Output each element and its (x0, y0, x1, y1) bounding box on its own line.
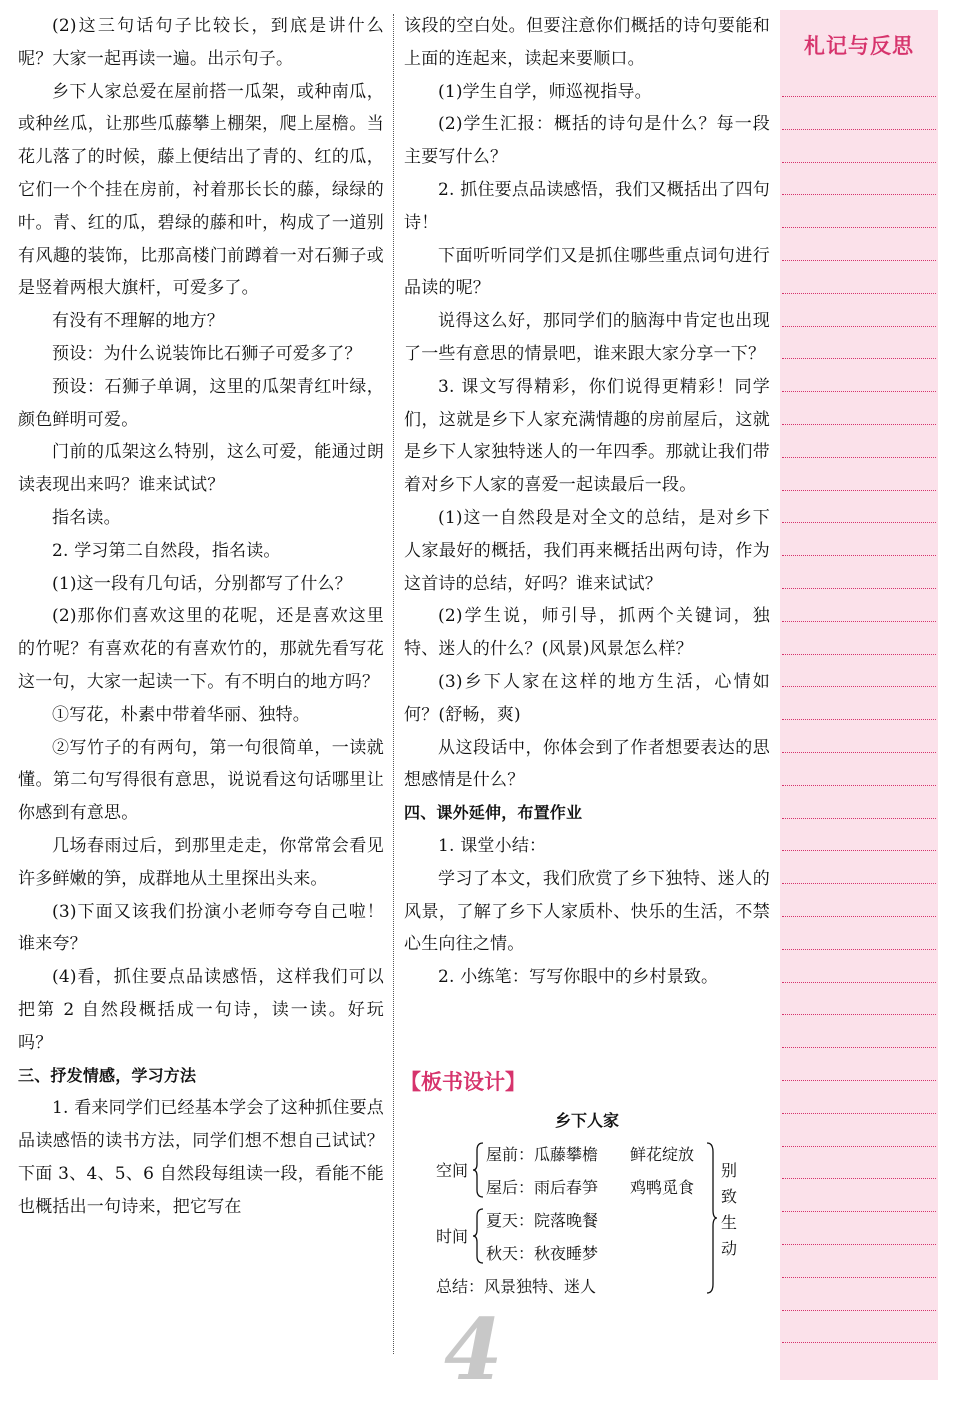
note-line (782, 1014, 936, 1015)
board-title: 乡下人家 (554, 1111, 619, 1130)
paragraph: 2. 学习第二自然段，指名读。 (52, 540, 281, 561)
note-line (782, 883, 936, 884)
note-line (782, 490, 936, 491)
note-line (782, 391, 936, 392)
note-line (782, 358, 936, 359)
column-divider (393, 14, 394, 1354)
note-line (782, 850, 936, 851)
note-line (782, 1342, 936, 1343)
time-label: 时间 (436, 1227, 469, 1246)
note-line (782, 916, 936, 917)
board-design-heading: 【板书设计】 (400, 1070, 526, 1094)
note-line (782, 1244, 936, 1245)
paragraph: 从这段话中，你体会到了作者想要表达的思想感情是什么？ (404, 737, 770, 791)
paragraph: ①写花，朴素中带着华丽、独特。 (52, 704, 310, 725)
paragraph: 1. 课堂小结： (438, 835, 547, 856)
notes-sidebar (780, 10, 938, 1380)
note-line (782, 982, 936, 983)
paragraph: 指名读。 (52, 507, 121, 528)
note-line (782, 194, 936, 195)
paragraph: 乡下人家总爱在屋前搭一瓜架，或种南瓜，或种丝瓜，让那些瓜藤攀上棚架，爬上屋檐。当花儿落了的时候，藤上便结出了青的、红的瓜，它们一个个挂在房前，衬着那长长的藤，绿绿的叶。青、红的瓜，碧绿的藤和叶，构成了一道别有风趣的装饰，比那高楼门前蹲着一对石狮子或是竖着两根大旗杆，可爱多了。 (18, 81, 384, 299)
time-summer: 夏天：院落晚餐 (486, 1211, 599, 1230)
paragraph: 1. 看来同学们已经基本学会了这种抓住要点品读感悟的读书方法，同学们想不想自己试试？下面 3、4、5、6 自然段每组读一段，看能不能也概括出一句诗来，把它写在 (18, 1098, 384, 1217)
paragraph: (1)这一自然段是对全文的总结，是对乡下人家最好的概括，我们再来概括出两句诗，作为这首诗的总结，好吗？谁来试试？ (404, 507, 770, 594)
note-line (782, 719, 936, 720)
middle-text-column (404, 10, 770, 994)
paragraph: (1)学生自学，师巡视指导。 (438, 81, 652, 102)
note-line (782, 424, 936, 425)
note-line (782, 1211, 936, 1212)
note-line (782, 1047, 936, 1048)
note-line (782, 654, 936, 655)
note-line (782, 1178, 936, 1179)
paragraph: (3)下面又该我们扮演小老师夸夸自己啦！谁来夸？ (18, 901, 384, 955)
note-line (782, 555, 936, 556)
note-line (782, 1277, 936, 1278)
time-autumn: 秋天：秋夜睡梦 (486, 1244, 599, 1263)
paragraph: (4)看，抓住要点品读感悟，这样我们可以把第 2 自然段概括成一句诗，读一读。好玩吗？ (18, 967, 384, 1053)
space-front-extra: 鲜花绽放 (630, 1145, 695, 1164)
space-back-extra: 鸡鸭觅食 (630, 1178, 695, 1197)
paragraph: 预设：为什么说装饰比石狮子可爱多了？ (52, 343, 362, 364)
note-line (782, 293, 936, 294)
note-line (782, 686, 936, 687)
side-char: 致 (720, 1187, 737, 1206)
side-char: 别 (720, 1161, 737, 1180)
paragraph: 2. 抓住要点品读感悟，我们又概括出了四句诗！ (404, 179, 770, 233)
page-number: 4 (444, 1300, 503, 1399)
paragraph: 预设：石狮子单调，这里的瓜架青红叶绿，颜色鲜明可爱。 (18, 376, 384, 430)
space-front: 屋前：瓜藤攀檐 (486, 1145, 599, 1164)
paragraph: 几场春雨过后，到那里走走，你常常会看见许多鲜嫩的笋，成群地从土里探出头来。 (18, 835, 384, 889)
board-side-text (719, 1158, 739, 1262)
paragraph: (2)这三句话句子比较长，到底是讲什么呢？大家一起再读一遍。出示句子。 (18, 16, 384, 69)
note-line (782, 785, 936, 786)
note-line (782, 588, 936, 589)
note-line (782, 1080, 936, 1081)
paragraph: 门前的瓜架这么特别，这么可爱，能通过朗读表现出来吗？谁来试试？ (18, 442, 384, 496)
time-brace (472, 1208, 484, 1264)
note-line (782, 96, 936, 97)
note-line (782, 326, 936, 327)
paragraph: ②写竹子的有两句，第一句很简单，一读就懂。第二句写得很有意思，说说看这句话哪里让你感到有意思。 (18, 737, 384, 824)
note-line (782, 457, 936, 458)
note-line (782, 1310, 936, 1311)
note-line (782, 522, 936, 523)
note-line (782, 818, 936, 819)
paragraph: 3. 课文写得精彩，你们说得更精彩！同学们，这就是乡下人家充满情趣的房前屋后，这就是乡下人家独特迷人的一年四季。那就让我们带着对乡下人家的喜爱一起读最后一段。 (404, 376, 770, 496)
note-line (782, 1113, 936, 1114)
section-heading: 四、课外延伸，布置作业 (404, 803, 583, 823)
paragraph: (2)学生汇报：概括的诗句是什么？每一段主要写什么？ (404, 114, 770, 168)
paragraph: 该段的空白处。但要注意你们概括的诗句要能和上面的连起来，读起来要顺口。 (404, 16, 770, 69)
space-back: 屋后：雨后春笋 (486, 1178, 599, 1197)
side-char: 动 (720, 1239, 737, 1258)
left-text-column (18, 10, 384, 1223)
sidebar-title: 札记与反思 (804, 34, 914, 58)
note-line (782, 260, 936, 261)
paragraph: 说得这么好，那同学们的脑海中肯定也出现了一些有意思的情景吧，谁来跟大家分享一下？ (404, 311, 770, 364)
paragraph: 2. 小练笔：写写你眼中的乡村景致。 (438, 967, 719, 988)
board-summary: 总结：风景独特、迷人 (436, 1277, 597, 1296)
note-line (782, 621, 936, 622)
note-line (782, 162, 936, 163)
paragraph: (1)这一段有几句话，分别都写了什么？ (52, 573, 352, 594)
note-line (782, 129, 936, 130)
note-line (782, 949, 936, 950)
note-line (782, 1146, 936, 1147)
note-line (782, 752, 936, 753)
paragraph: 学习了本文，我们欣赏了乡下独特、迷人的风景，了解了乡下人家质朴、快乐的生活，不禁心生向往之情。 (404, 868, 770, 955)
space-brace (472, 1142, 484, 1198)
paragraph: (2)那你们喜欢这里的花呢，还是喜欢这里的竹呢？有喜欢花的有喜欢竹的，那就先看写花这一句，大家一起读一下。有不明白的地方吗？ (18, 606, 384, 692)
side-char: 生 (720, 1213, 737, 1232)
paragraph: (3)乡下人家在这样的地方生活，心情如何？(舒畅，爽) (404, 671, 770, 725)
board-design (404, 1100, 770, 1310)
note-line (782, 227, 936, 228)
paragraph: 下面听听同学们又是抓住哪些重点词句进行品读的呢？ (404, 245, 770, 299)
space-label: 空间 (436, 1161, 469, 1180)
paragraph: 有没有不理解的地方？ (52, 311, 224, 332)
right-brace (706, 1142, 718, 1294)
section-heading: 三、抒发情感，学习方法 (18, 1065, 197, 1085)
paragraph: (2)学生说，师引导，抓两个关键词，独特、迷人的什么？(风景)风景怎么样？ (404, 606, 770, 660)
